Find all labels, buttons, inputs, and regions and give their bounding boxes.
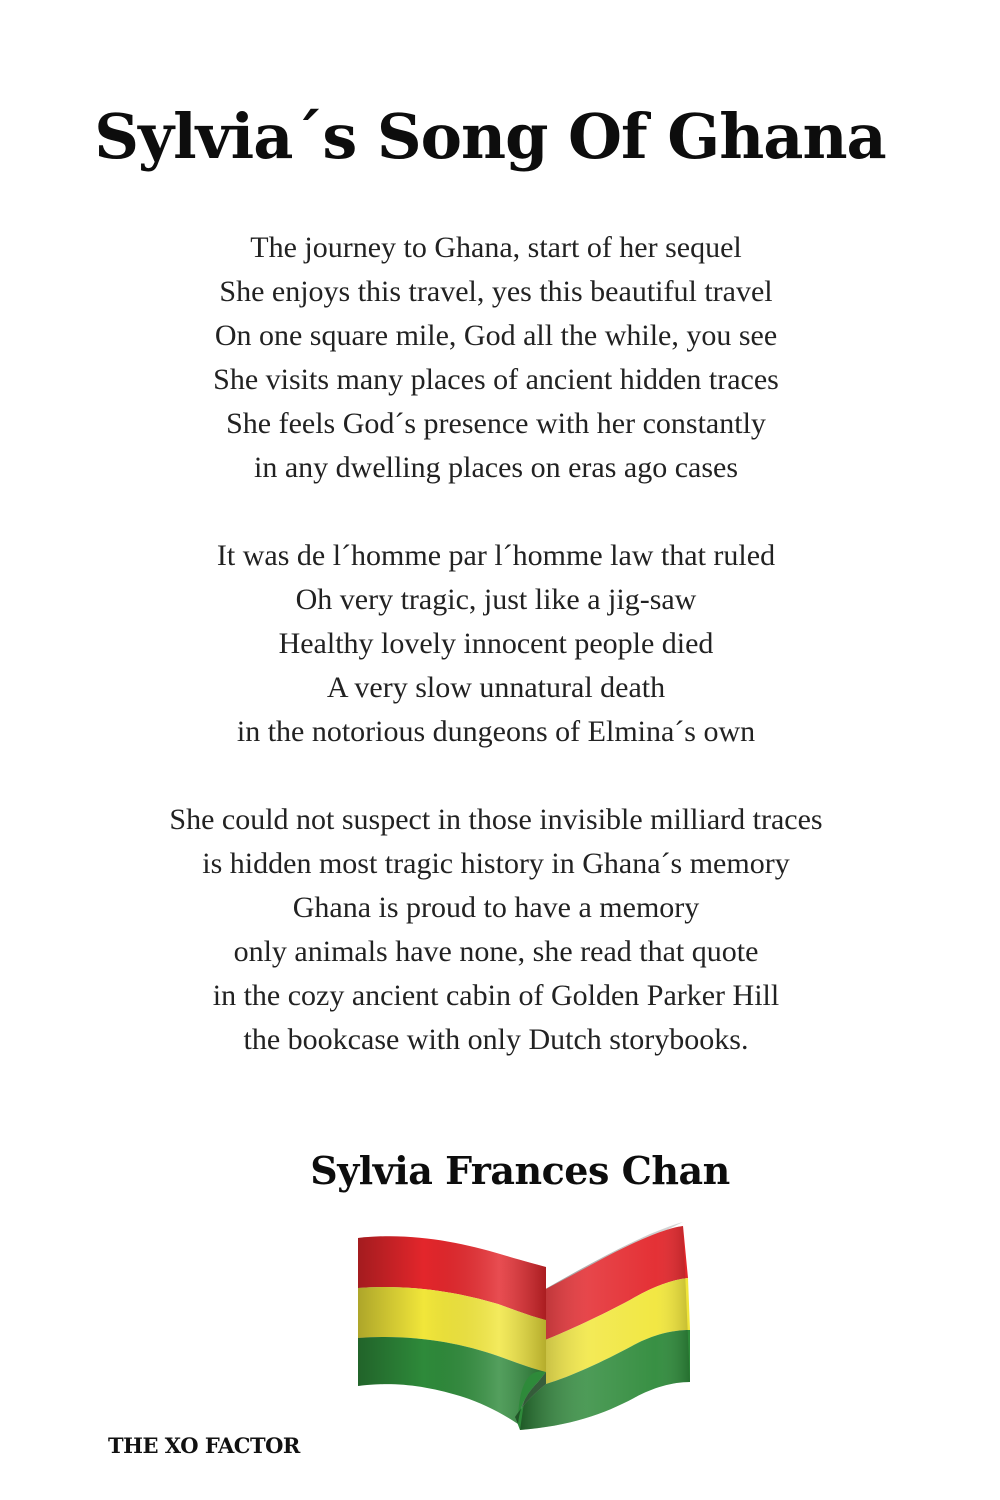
poem-line: Ghana is proud to have a memory	[292, 891, 700, 924]
poem-line: only animals have none, she read that quote	[233, 935, 759, 968]
poem-title: Sylvia´s Song Of Ghana	[94, 100, 886, 173]
poem-line: She enjoys this travel, yes this beautiful travel	[219, 275, 773, 308]
poem-line: She visits many places of ancient hidden traces	[213, 363, 779, 396]
stanza-1	[0, 226, 992, 490]
poem-line: in any dwelling places on eras ago cases	[254, 451, 738, 484]
brand-logo: THE XO FACTOR	[108, 1433, 300, 1458]
poem-line: She feels God´s presence with her constantly	[226, 407, 766, 440]
poem-line: in the notorious dungeons of Elmina´s own	[236, 715, 756, 748]
author-name: Sylvia Frances Chan	[310, 1148, 730, 1193]
poem-line: A very slow unnatural death	[326, 671, 666, 704]
poem-line: in the cozy ancient cabin of Golden Parker Hill	[212, 979, 780, 1012]
poem-line: Healthy lovely innocent people died	[278, 627, 714, 660]
poem-line: It was de l´homme par l´homme law that ruled	[216, 539, 776, 572]
poem-body	[0, 226, 992, 1106]
stanza-3	[0, 798, 992, 1062]
poem-line: is hidden most tragic history in Ghana´s memory	[202, 847, 790, 880]
poem-line: She could not suspect in those invisible milliard traces	[169, 803, 823, 836]
poem-line: the bookcase with only Dutch storybooks.	[243, 1023, 749, 1056]
stanza-2	[0, 534, 992, 754]
poem-line: The journey to Ghana, start of her sequel	[250, 231, 742, 264]
flag-left-panel	[358, 1236, 546, 1424]
poem-line: Oh very tragic, just like a jig-saw	[295, 583, 697, 616]
poem-line: On one square mile, God all the while, you see	[214, 319, 778, 352]
ghana-flag-icon	[350, 1212, 700, 1442]
